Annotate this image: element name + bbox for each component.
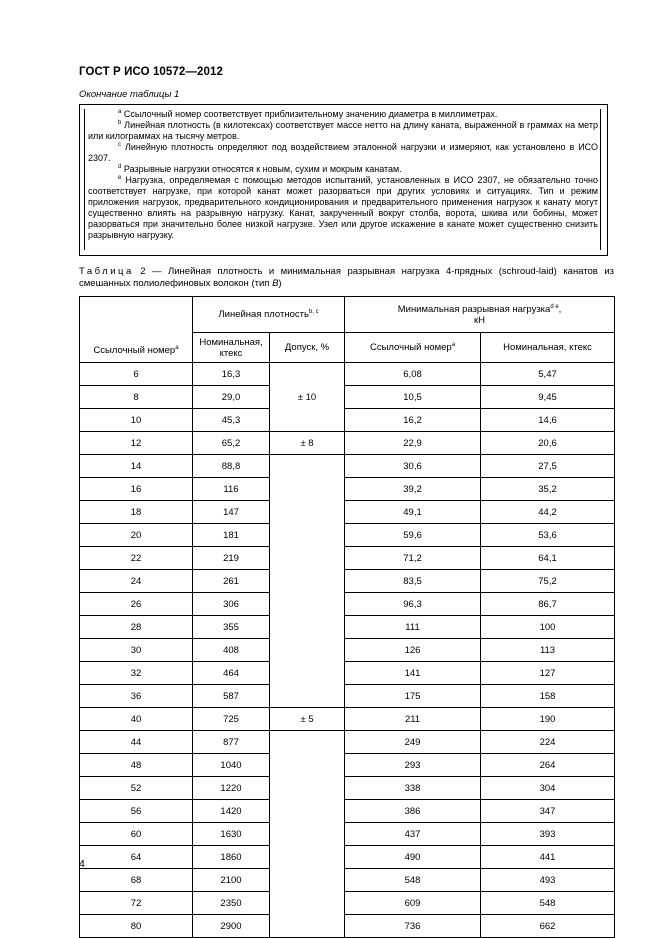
footnote-b (88, 120, 598, 142)
footnote-text: Линейная плотность (в килотексах) соответствует массе нетто на длину каната, выраженной в граммах на метр или килограммах на тысячу метров. (88, 120, 598, 141)
cell-nominal-load: 27,5 (481, 455, 615, 478)
cell-ktex: 1860 (193, 846, 270, 869)
table-row (80, 800, 615, 823)
cell-ref: 80 (80, 915, 193, 938)
table-row (80, 478, 615, 501)
rope-properties-table (79, 296, 615, 938)
table-caption-number: 2 (140, 266, 146, 277)
header-min-load-text: Минимальная разрывная нагрузка (397, 303, 551, 315)
cell-nominal-load: 662 (481, 915, 615, 938)
table-row (80, 616, 615, 639)
footnote-mark: e (118, 175, 122, 181)
cell-ref: 44 (80, 731, 193, 754)
cell-ref-load: 126 (345, 639, 481, 662)
cell-ref: 36 (80, 685, 193, 708)
cell-ref: 32 (80, 662, 193, 685)
header-ref-number-mark: a (175, 345, 179, 351)
cell-ktex: 2100 (193, 869, 270, 892)
cell-ref: 26 (80, 593, 193, 616)
cell-ref-load: 141 (345, 662, 481, 685)
page-number: 4 (79, 858, 85, 870)
table-row (80, 754, 615, 777)
table-caption-text: — Линейная плотность и минимальная разрывная нагрузка 4-прядных (schroud-laid) канатов из смешанных полиолефиновых волокон (тип (79, 266, 615, 289)
cell-ref-load: 10,5 (345, 386, 481, 409)
table-caption-label: Таблица (79, 266, 134, 277)
header-linear-density-text: Линейная плотность (218, 309, 309, 320)
cell-ref: 60 (80, 823, 193, 846)
cell-ref-load: 249 (345, 731, 481, 754)
cell-nominal-load: 548 (481, 892, 615, 915)
cell-nominal-load: 20,6 (481, 432, 615, 455)
cell-nominal-load: 127 (481, 662, 615, 685)
cell-ref-load: 59,6 (345, 524, 481, 547)
cell-ref-load: 293 (345, 754, 481, 777)
table-row (80, 455, 615, 478)
cell-ref: 48 (80, 754, 193, 777)
cell-ktex: 1630 (193, 823, 270, 846)
header-linear-density-mark: b, c (308, 309, 319, 315)
header-ref-number-2-text: Ссылочный номер (369, 342, 452, 353)
cell-ref-load: 96,3 (345, 593, 481, 616)
cell-ktex: 464 (193, 662, 270, 685)
table-row (80, 892, 615, 915)
table-row (80, 501, 615, 524)
cell-ref: 28 (80, 616, 193, 639)
cell-ref-load: 39,2 (345, 478, 481, 501)
table1-footnotes (79, 104, 608, 256)
cell-ktex: 2350 (193, 892, 270, 915)
cell-nominal-load: 347 (481, 800, 615, 823)
table-row (80, 409, 615, 432)
cell-ref-load: 437 (345, 823, 481, 846)
table-row (80, 662, 615, 685)
cell-nominal-load: 190 (481, 708, 615, 731)
cell-nominal-load: 75,2 (481, 570, 615, 593)
footnote-text: Ссылочный номер соответствует приблизительному значению диаметра в миллиметрах. (123, 109, 498, 119)
cell-nominal-load: 64,1 (481, 547, 615, 570)
cell-nominal-load: 100 (481, 616, 615, 639)
table-row (80, 915, 615, 938)
cell-ref-load: 211 (345, 708, 481, 731)
footnote-c (88, 142, 598, 164)
footnotes-inner-frame (84, 109, 601, 250)
cell-ref: 40 (80, 708, 193, 731)
cell-nominal-load: 53,6 (481, 524, 615, 547)
cell-ktex: 725 (193, 708, 270, 731)
table-row (80, 524, 615, 547)
table-row (80, 432, 615, 455)
cell-ref-load: 111 (345, 616, 481, 639)
cell-ref-load: 175 (345, 685, 481, 708)
cell-ref-load: 30,6 (345, 455, 481, 478)
cell-ktex: 65,2 (193, 432, 270, 455)
cell-ref-load: 71,2 (345, 547, 481, 570)
footnote-text: Линейную плотность определяют под воздействием эталонной нагрузки и измеряют, как установлено в ИСО 2307. (88, 142, 598, 163)
cell-ref-load: 83,5 (345, 570, 481, 593)
cell-ref-load: 16,2 (345, 409, 481, 432)
cell-ref-load: 609 (345, 892, 481, 915)
cell-ref: 68 (80, 869, 193, 892)
table-row (80, 363, 615, 386)
cell-nominal-load: 304 (481, 777, 615, 800)
cell-ref-load: 386 (345, 800, 481, 823)
cell-nominal-load: 9,45 (481, 386, 615, 409)
cell-ktex: 408 (193, 639, 270, 662)
cell-nominal-load: 441 (481, 846, 615, 869)
cell-ref-load: 736 (345, 915, 481, 938)
cell-ktex: 1040 (193, 754, 270, 777)
cell-ktex: 116 (193, 478, 270, 501)
cell-ktex: 147 (193, 501, 270, 524)
cell-ref-load: 6,08 (345, 363, 481, 386)
cell-tolerance: ± 5 (270, 708, 345, 731)
footnote-text: Разрывные нагрузки относятся к новым, сухим и мокрым канатам. (123, 164, 402, 174)
cell-ktex: 1420 (193, 800, 270, 823)
table-row (80, 731, 615, 754)
cell-ref-load: 548 (345, 869, 481, 892)
cell-ref: 8 (80, 386, 193, 409)
cell-ktex: 16,3 (193, 363, 270, 386)
table-header-row-1 (80, 297, 615, 333)
cell-ktex: 45,3 (193, 409, 270, 432)
cell-ref: 6 (80, 363, 193, 386)
cell-tolerance-empty (270, 731, 345, 938)
cell-nominal-load: 393 (481, 823, 615, 846)
cell-ref: 56 (80, 800, 193, 823)
header-tolerance: Допуск, % (270, 333, 345, 363)
cell-nominal-load: 224 (481, 731, 615, 754)
cell-tolerance: ± 10 (270, 363, 345, 432)
table-row (80, 386, 615, 409)
cell-nominal-load: 113 (481, 639, 615, 662)
table-row (80, 593, 615, 616)
cell-nominal-load: 44,2 (481, 501, 615, 524)
cell-ref: 16 (80, 478, 193, 501)
footnote-a (88, 109, 598, 120)
cell-ktex: 29,0 (193, 386, 270, 409)
cell-nominal-load: 264 (481, 754, 615, 777)
table-row (80, 639, 615, 662)
table-row (80, 547, 615, 570)
header-ref-number-text: Ссылочный номер (93, 345, 176, 356)
footnote-mark: b (118, 120, 122, 126)
cell-ref: 20 (80, 524, 193, 547)
footnote-d (88, 164, 598, 175)
cell-ref: 24 (80, 570, 193, 593)
footnote-mark: a (118, 109, 122, 115)
cell-ktex: 355 (193, 616, 270, 639)
header-ref-number (80, 297, 193, 363)
cell-nominal-load: 493 (481, 869, 615, 892)
table-row (80, 869, 615, 892)
table-continuation-label: Окончание таблицы 1 (79, 89, 180, 100)
header-min-load-mark: d e (550, 303, 559, 310)
header-nominal-load: Номинальная, ктекс (481, 333, 615, 363)
header-linear-density (193, 297, 345, 333)
cell-ktex: 88,8 (193, 455, 270, 478)
footnote-e (88, 175, 598, 241)
header-nominal-ktex: Номинальная, ктекс (193, 333, 270, 363)
table-caption-type: B (272, 278, 279, 289)
cell-tolerance-empty (270, 455, 345, 708)
table-row (80, 846, 615, 869)
footnote-mark: d (118, 164, 122, 170)
table2-caption (79, 266, 614, 290)
cell-ktex: 1220 (193, 777, 270, 800)
cell-ref: 72 (80, 892, 193, 915)
table-row (80, 823, 615, 846)
cell-nominal-load: 86,7 (481, 593, 615, 616)
cell-ref: 18 (80, 501, 193, 524)
cell-ref-load: 490 (345, 846, 481, 869)
header-ref-number-2 (345, 333, 481, 363)
cell-ref: 14 (80, 455, 193, 478)
table-row (80, 777, 615, 800)
cell-tolerance: ± 8 (270, 432, 345, 455)
table-row (80, 570, 615, 593)
cell-ref-load: 338 (345, 777, 481, 800)
cell-ref: 64 (80, 846, 193, 869)
cell-ref: 30 (80, 639, 193, 662)
cell-nominal-load: 5,47 (481, 363, 615, 386)
header-min-load-unit: кН (474, 314, 486, 326)
cell-ref: 10 (80, 409, 193, 432)
cell-ktex: 587 (193, 685, 270, 708)
cell-ref: 12 (80, 432, 193, 455)
header-min-breaking-load: Минимальная разрывная нагрузка$^{d e}$, кН (345, 297, 615, 333)
cell-ktex: 877 (193, 731, 270, 754)
cell-ref-load: 22,9 (345, 432, 481, 455)
cell-nominal-load: 35,2 (481, 478, 615, 501)
header-ref-number-2-mark: a (451, 342, 456, 348)
footnote-mark: c (118, 142, 121, 148)
cell-nominal-load: 158 (481, 685, 615, 708)
table-row (80, 685, 615, 708)
cell-ktex: 219 (193, 547, 270, 570)
cell-ref: 22 (80, 547, 193, 570)
table-caption-end: ) (278, 278, 282, 289)
table-row (80, 708, 615, 731)
cell-ref-load: 49,1 (345, 501, 481, 524)
footnote-text: Нагрузка, определяемая с помощью методов испытаний, установленных в ИСО 2307, не обязательно точно соответствует нагрузке, при которой канат может разорваться при других условиях и ситуациях. Тип и режим приложения нагрузок, предварительного кондиционирования и предварительного применения нагрузок к канату могут существенно влиять на разрывную нагрузку. Канат, закрученный вокруг столба, ворота, шкива или бобины, может разорваться при значительно более низкой нагрузке. Узел или другое искажение в канате может существенно снизить разрывную нагрузку. (88, 175, 598, 240)
cell-ktex: 306 (193, 593, 270, 616)
cell-nominal-load: 14,6 (481, 409, 615, 432)
cell-ktex: 2900 (193, 915, 270, 938)
cell-ktex: 261 (193, 570, 270, 593)
cell-ref: 52 (80, 777, 193, 800)
cell-ktex: 181 (193, 524, 270, 547)
document-header: ГОСТ Р ИСО 10572—2012 (79, 66, 224, 78)
